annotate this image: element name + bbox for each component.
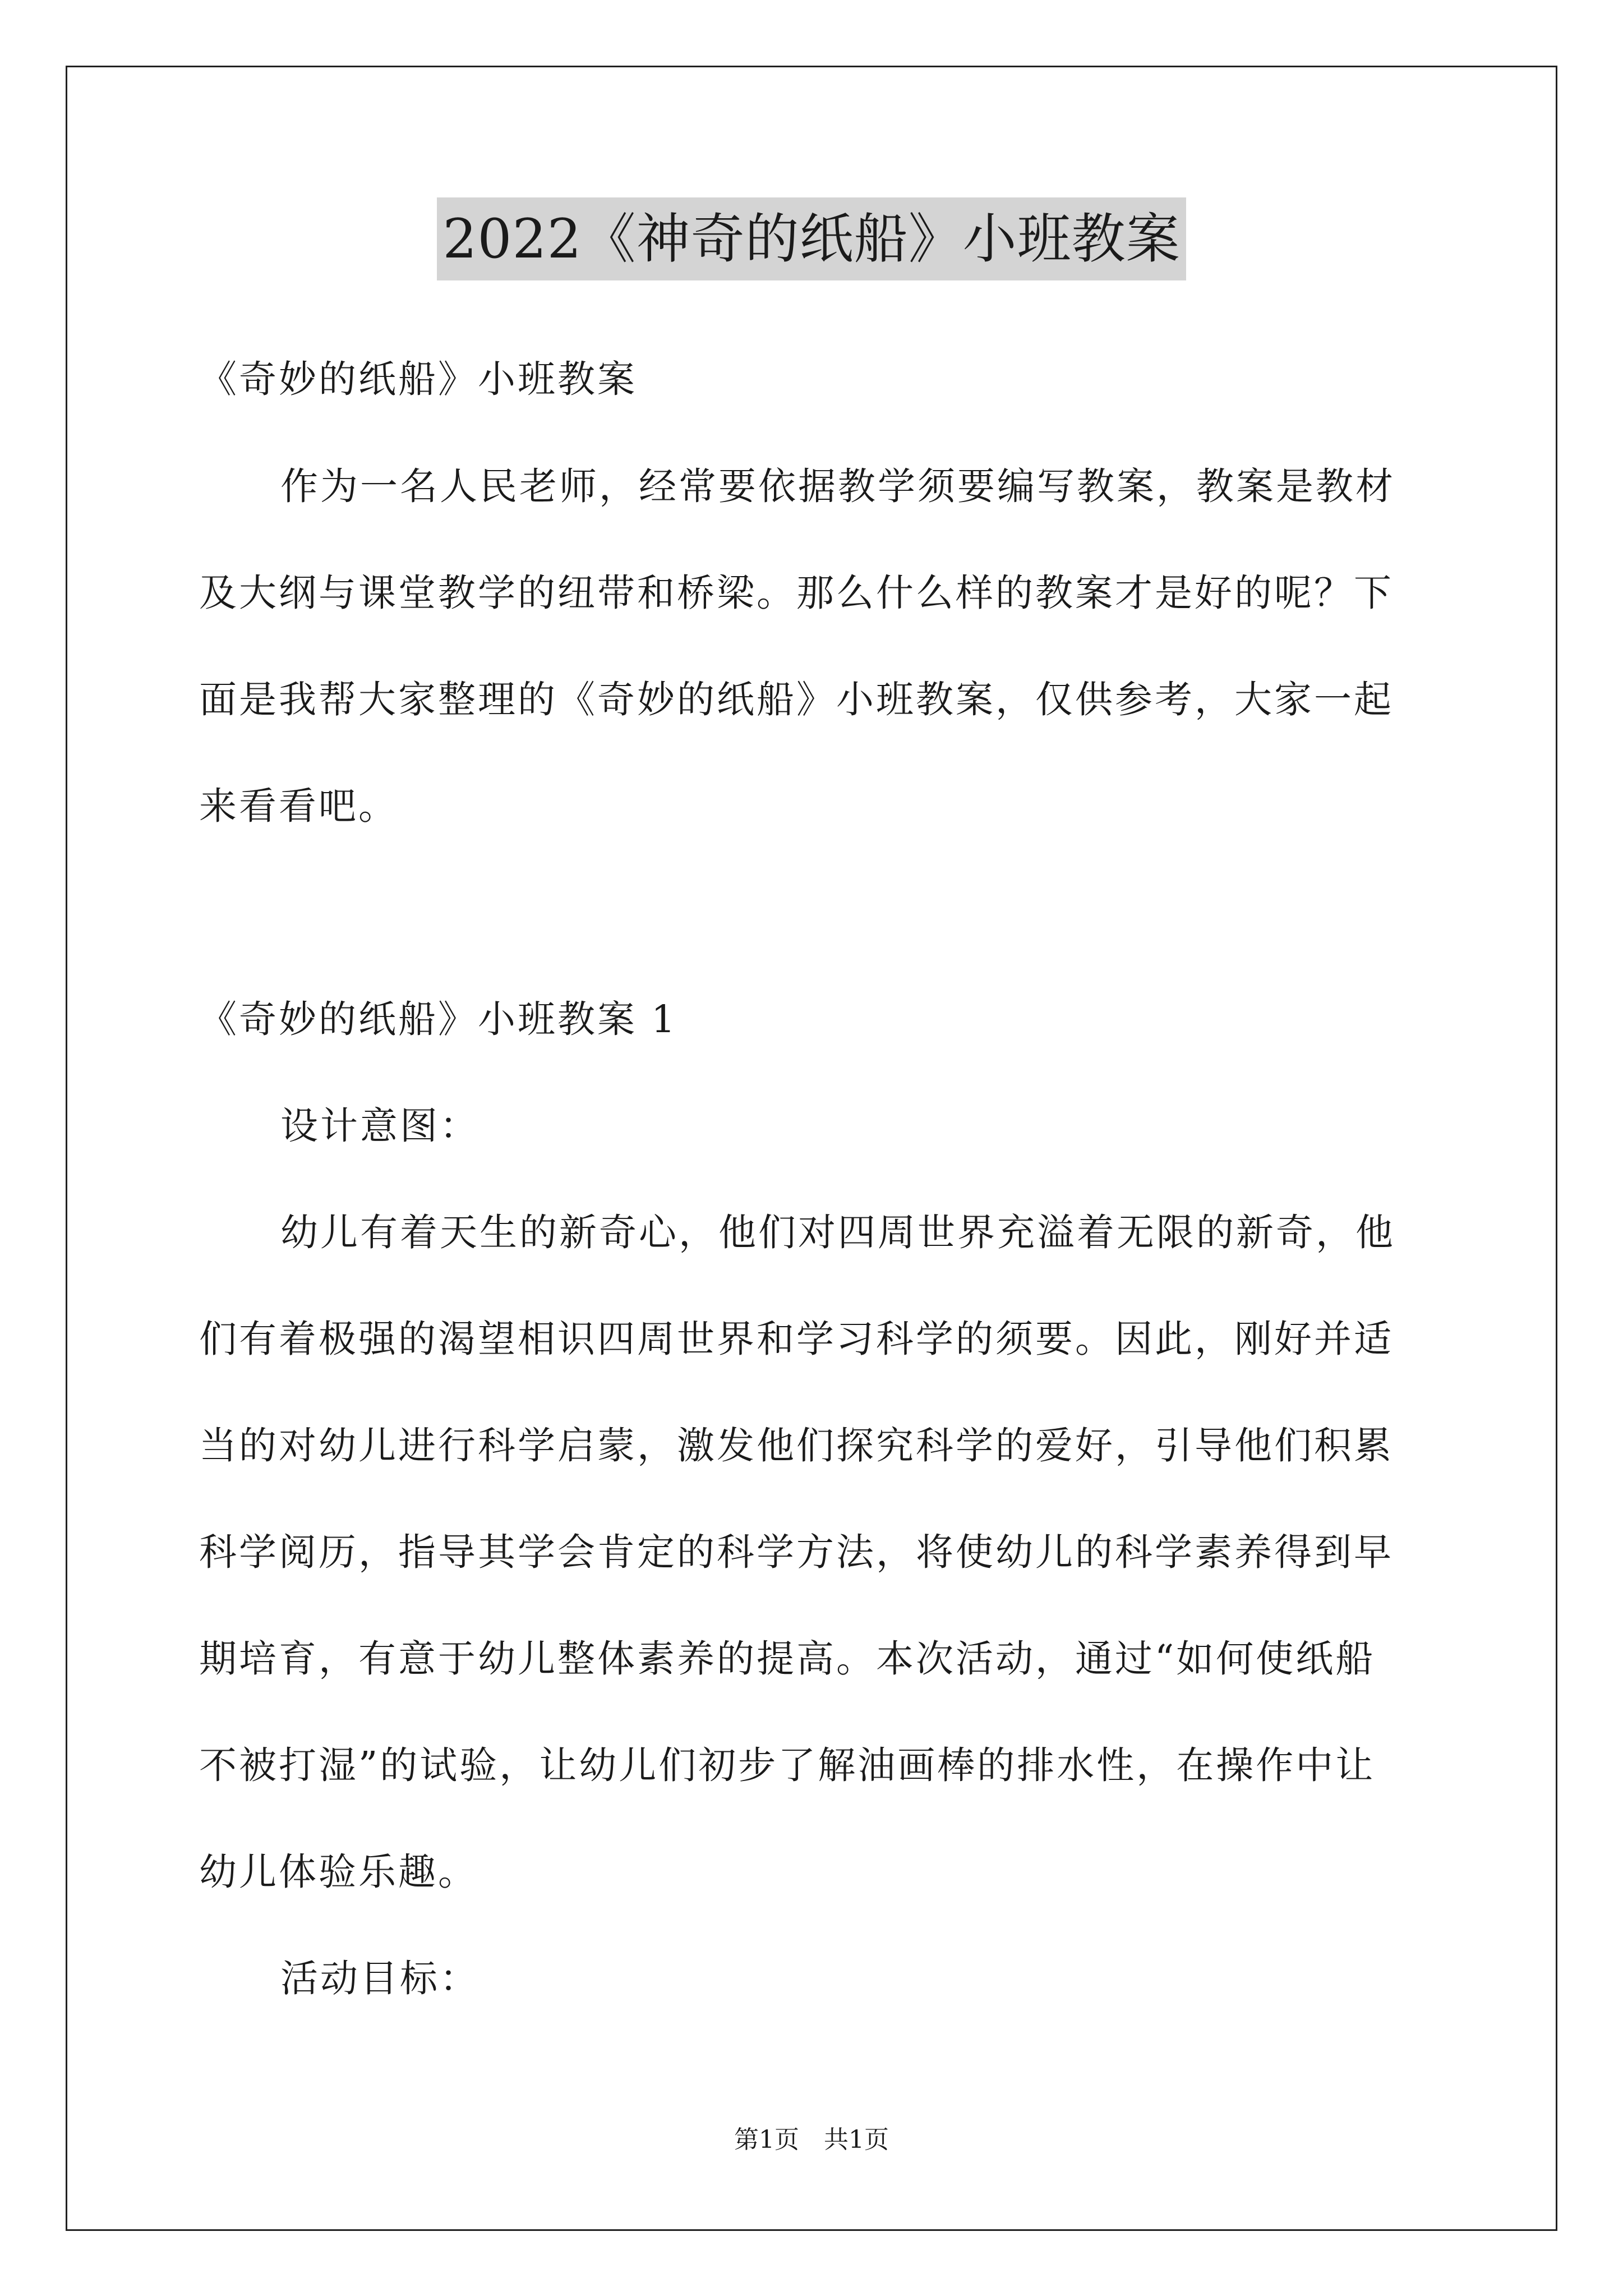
goal-label: 活动目标： [280, 1957, 479, 2000]
design-line-1: 幼儿有着天生的新奇心，他们对四周世界充溢着无限的新奇，他 [280, 1211, 1395, 1254]
design-line-6: 不被打湿”的试验，让幼儿们初步了解油画棒的排水性，在操作中让 [199, 1743, 1376, 1787]
intro-line-2: 及大纲与课堂教学的纽带和桥梁。那么什么样的教案才是好的呢？下 [199, 571, 1394, 615]
design-line-7: 幼儿体验乐趣。 [199, 1850, 478, 1894]
intro-line-4: 来看看吧。 [199, 784, 398, 828]
design-line-2: 们有着极强的渴望相识四周世界和学习科学的须要。因此，刚好并适 [199, 1317, 1394, 1361]
title-wrap [0, 197, 1623, 280]
document-title: 2022《神奇的纸船》小班教案 [437, 197, 1186, 280]
design-line-3: 当的对幼儿进行科学启蒙，激发他们探究科学的爱好，引导他们积累 [199, 1424, 1394, 1467]
design-label: 设计意图： [280, 1104, 479, 1148]
page-footer: 第1页 共1页 [734, 2125, 889, 2154]
section-heading: 《奇妙的纸船》小班教案 1 [199, 997, 677, 1041]
subtitle: 《奇妙的纸船》小班教案 [199, 357, 637, 401]
intro-line-1: 作为一名人民老师，经常要依据教学须要编写教案，教案是教材 [280, 464, 1395, 508]
design-line-5: 期培育，有意于幼儿整体素养的提高。本次活动，通过“如何使纸船 [199, 1637, 1376, 1681]
intro-line-3: 面是我帮大家整理的《奇妙的纸船》小班教案，仅供参考，大家一起 [199, 678, 1394, 721]
design-line-4: 科学阅历，指导其学会肯定的科学方法，将使幼儿的科学素养得到早 [199, 1530, 1394, 1574]
